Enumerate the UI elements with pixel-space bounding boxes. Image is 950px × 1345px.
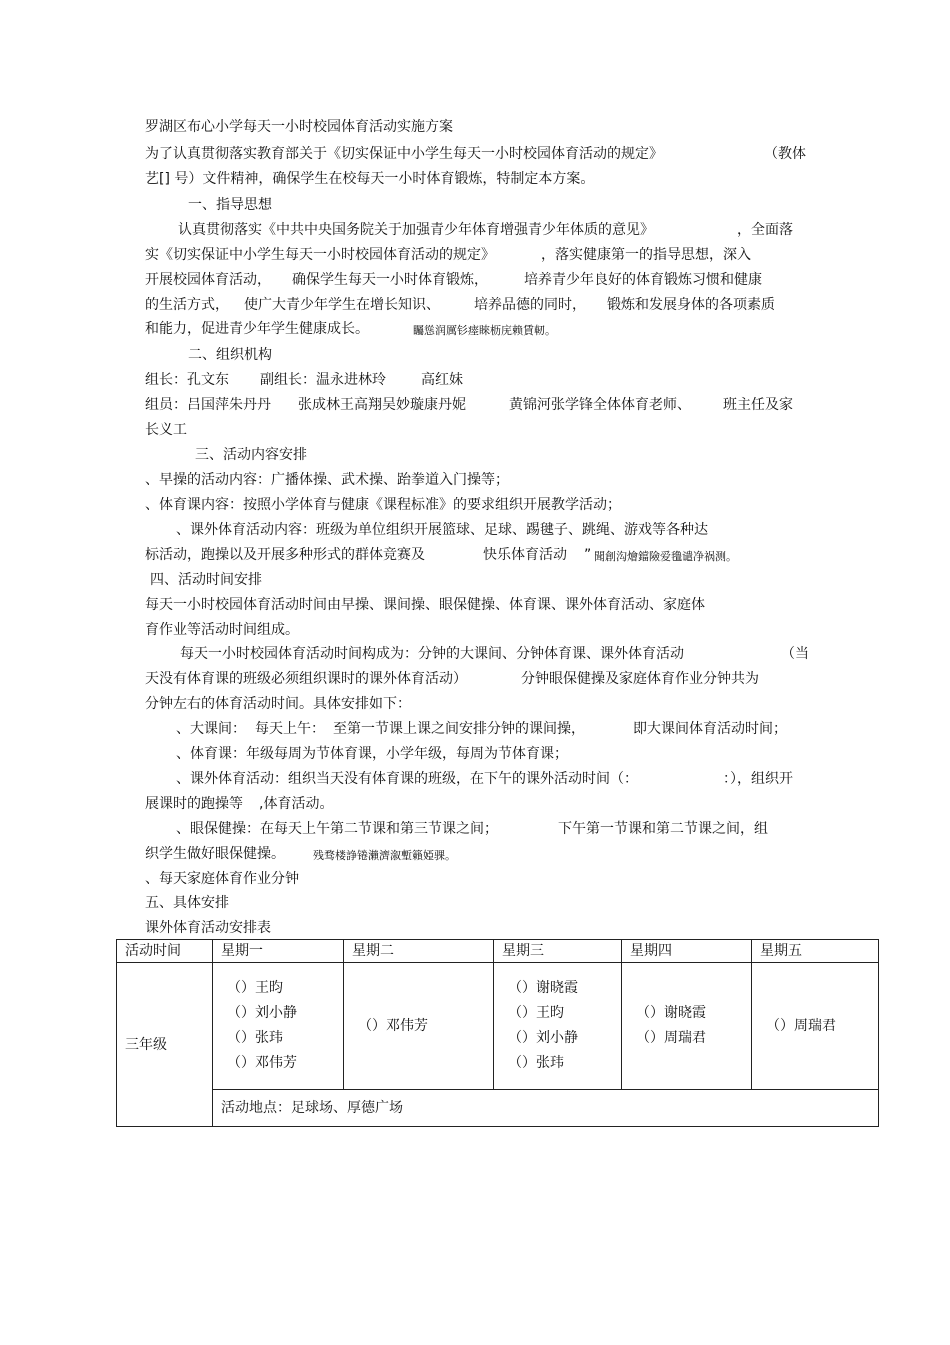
- org-members: 张成林王高翔吴妙璇康丹妮: [298, 397, 466, 413]
- page-title: 罗湖区布心小学每天一小时校园体育活动实施方案: [145, 119, 453, 135]
- section-heading: 一、指导思想: [188, 197, 272, 213]
- body-text: 确保学生每天一小时体育锻炼，: [292, 272, 488, 288]
- teacher-name: （）刘小静: [508, 1030, 578, 1046]
- activity-schedule-table: [116, 939, 879, 1127]
- body-text: 每天上午：: [255, 721, 325, 737]
- body-text: 、课外体育活动内容：班级为单位组织开展篮球、足球、踢毽子、跳绳、游戏等各种达: [176, 522, 708, 538]
- wednesday-cell: [494, 963, 622, 1090]
- header-cell: 星期二: [344, 940, 494, 963]
- org-members: 班主任及家: [723, 397, 793, 413]
- table-title: 课外体育活动安排表: [145, 920, 271, 936]
- location-text: 活动地点：足球场、厚德广场: [221, 1100, 403, 1116]
- monday-cell: [213, 963, 344, 1090]
- header-cell: 星期四: [622, 940, 752, 963]
- header-cell: 星期三: [494, 940, 622, 963]
- friday-cell: [752, 963, 879, 1090]
- body-text: 下午第一节课和第二节课之间，组: [558, 821, 768, 837]
- teacher-name: （）谢晓霞: [508, 980, 578, 996]
- body-text: ，落实健康第一的指导思想，深入: [541, 247, 751, 263]
- tuesday-cell: [344, 963, 494, 1090]
- section-heading: 五、具体安排: [145, 895, 229, 911]
- teacher-name: （）周瑞君: [636, 1030, 706, 1046]
- body-text: ,体育活动。: [259, 796, 334, 812]
- body-text: 、体育课：年级每周为节体育课，小学年级，每周为节体育课；: [176, 746, 568, 762]
- org-members: 黄锦河张学锋全体体育老师、: [509, 397, 691, 413]
- org-vice-leader: 高红妹: [421, 372, 463, 388]
- body-text: 至第一节课上课之间安排分钟的课间操，: [333, 721, 585, 737]
- table-row: [117, 1090, 879, 1127]
- body-text: 标活动，跑操以及开展多种形式的群体竞赛及: [145, 547, 425, 563]
- org-members: 长义工: [145, 422, 187, 438]
- body-text: 快乐体育活动: [483, 547, 567, 563]
- intro-line: 艺[] 号）文件精神，确保学生在校每天一小时体育锻炼，特制定本方案。: [145, 171, 595, 187]
- body-text: 、每天家庭体育作业分钟: [145, 871, 299, 887]
- body-text: ”: [584, 547, 592, 563]
- body-text: 育作业等活动时间组成。: [145, 622, 299, 638]
- body-text: 每天一小时校园体育活动时间由早操、课间操、眼保健操、体育课、课外体育活动、家庭体: [145, 597, 705, 613]
- table-header-row: [117, 940, 879, 963]
- noise-text: 残骛楼諍锩瀨濟溆塹籟婭骒。: [313, 849, 456, 862]
- body-text: 开展校园体育活动，: [145, 272, 271, 288]
- body-text: 织学生做好眼保健操。: [145, 846, 285, 862]
- teacher-name: （）王昀: [508, 1005, 564, 1021]
- body-text: 展课时的跑操等: [145, 796, 243, 812]
- intro-line: （教体: [764, 146, 806, 162]
- body-text: （当: [781, 646, 809, 662]
- teacher-name: （）张玮: [508, 1055, 564, 1071]
- body-text: 即大课间体育活动时间；: [633, 721, 787, 737]
- teacher-name: （）刘小静: [227, 1005, 297, 1021]
- body-text: 、大课间：: [176, 721, 246, 737]
- table-row: [117, 963, 879, 1090]
- section-heading: 四、活动时间安排: [150, 572, 262, 588]
- org-members: 组员：吕国萍朱丹丹: [145, 397, 271, 413]
- section-heading: 二、组织机构: [188, 347, 272, 363]
- location-cell: [213, 1090, 879, 1127]
- body-text: 的生活方式，: [145, 297, 229, 313]
- body-text: 分钟左右的体育活动时间。具体安排如下：: [145, 696, 411, 712]
- noise-text: 矚慫润厲钐瘗睞枥庑赖賃軔。: [413, 324, 556, 337]
- thursday-cell: [622, 963, 752, 1090]
- teacher-name: （）王昀: [227, 980, 283, 996]
- header-cell: 星期五: [752, 940, 879, 963]
- teacher-name: （）邓伟芳: [227, 1055, 297, 1071]
- body-text: 实《切实保证中小学生每天一小时校园体育活动的规定》: [145, 247, 495, 263]
- body-text: 天没有体育课的班级必须组织课时的课外体育活动）: [145, 671, 467, 687]
- org-vice-leader: 副组长：温永进林玲: [260, 372, 386, 388]
- body-text: 、早操的活动内容：广播体操、武术操、跆拳道入门操等；: [145, 472, 509, 488]
- body-text: 认真贯彻落实《中共中央国务院关于加强青少年体育增强青少年体质的意见》: [178, 222, 654, 238]
- header-cell: 星期一: [213, 940, 344, 963]
- teacher-name: （）周瑞君: [766, 1017, 836, 1034]
- grade-label: 三年级: [125, 1036, 167, 1053]
- grade-cell: [117, 963, 213, 1127]
- body-text: 每天一小时校园体育活动时间构成为：分钟的大课间、分钟体育课、课外体育活动: [180, 646, 684, 662]
- body-text: 锻炼和发展身体的各项素质: [607, 297, 775, 313]
- body-text: 培养品德的同时，: [474, 297, 586, 313]
- body-text: 、课外体育活动：组织当天没有体育课的班级，在下午的课外活动时间（：: [176, 771, 638, 787]
- body-text: 使广大青少年学生在增长知识、: [244, 297, 440, 313]
- org-leader: 组长：孔文东: [145, 372, 229, 388]
- body-text: 培养青少年良好的体育锻炼习惯和健康: [524, 272, 762, 288]
- body-text: 、体育课内容：按照小学体育与健康《课程标准》的要求组织开展教学活动；: [145, 497, 621, 513]
- body-text: 分钟眼保健操及家庭体育作业分钟共为: [521, 671, 759, 687]
- teacher-name: （）张玮: [227, 1030, 283, 1046]
- body-text: 、眼保健操：在每天上午第二节课和第三节课之间；: [176, 821, 498, 837]
- teacher-name: （）谢晓霞: [636, 1005, 706, 1021]
- teacher-name: （）邓伟芳: [358, 1017, 428, 1034]
- intro-line: 为了认真贯彻落实教育部关于《切实保证中小学生每天一小时校园体育活动的规定》: [145, 146, 663, 162]
- noise-text: 聞創沟燴鐺險爱氇谴净祸测。: [594, 550, 737, 563]
- body-text: ：），组织开: [723, 771, 793, 787]
- section-heading: 三、活动内容安排: [195, 447, 307, 463]
- body-text: 和能力，促进青少年学生健康成长。: [145, 321, 369, 337]
- header-cell: 活动时间: [117, 940, 213, 963]
- body-text: ，全面落: [737, 222, 793, 238]
